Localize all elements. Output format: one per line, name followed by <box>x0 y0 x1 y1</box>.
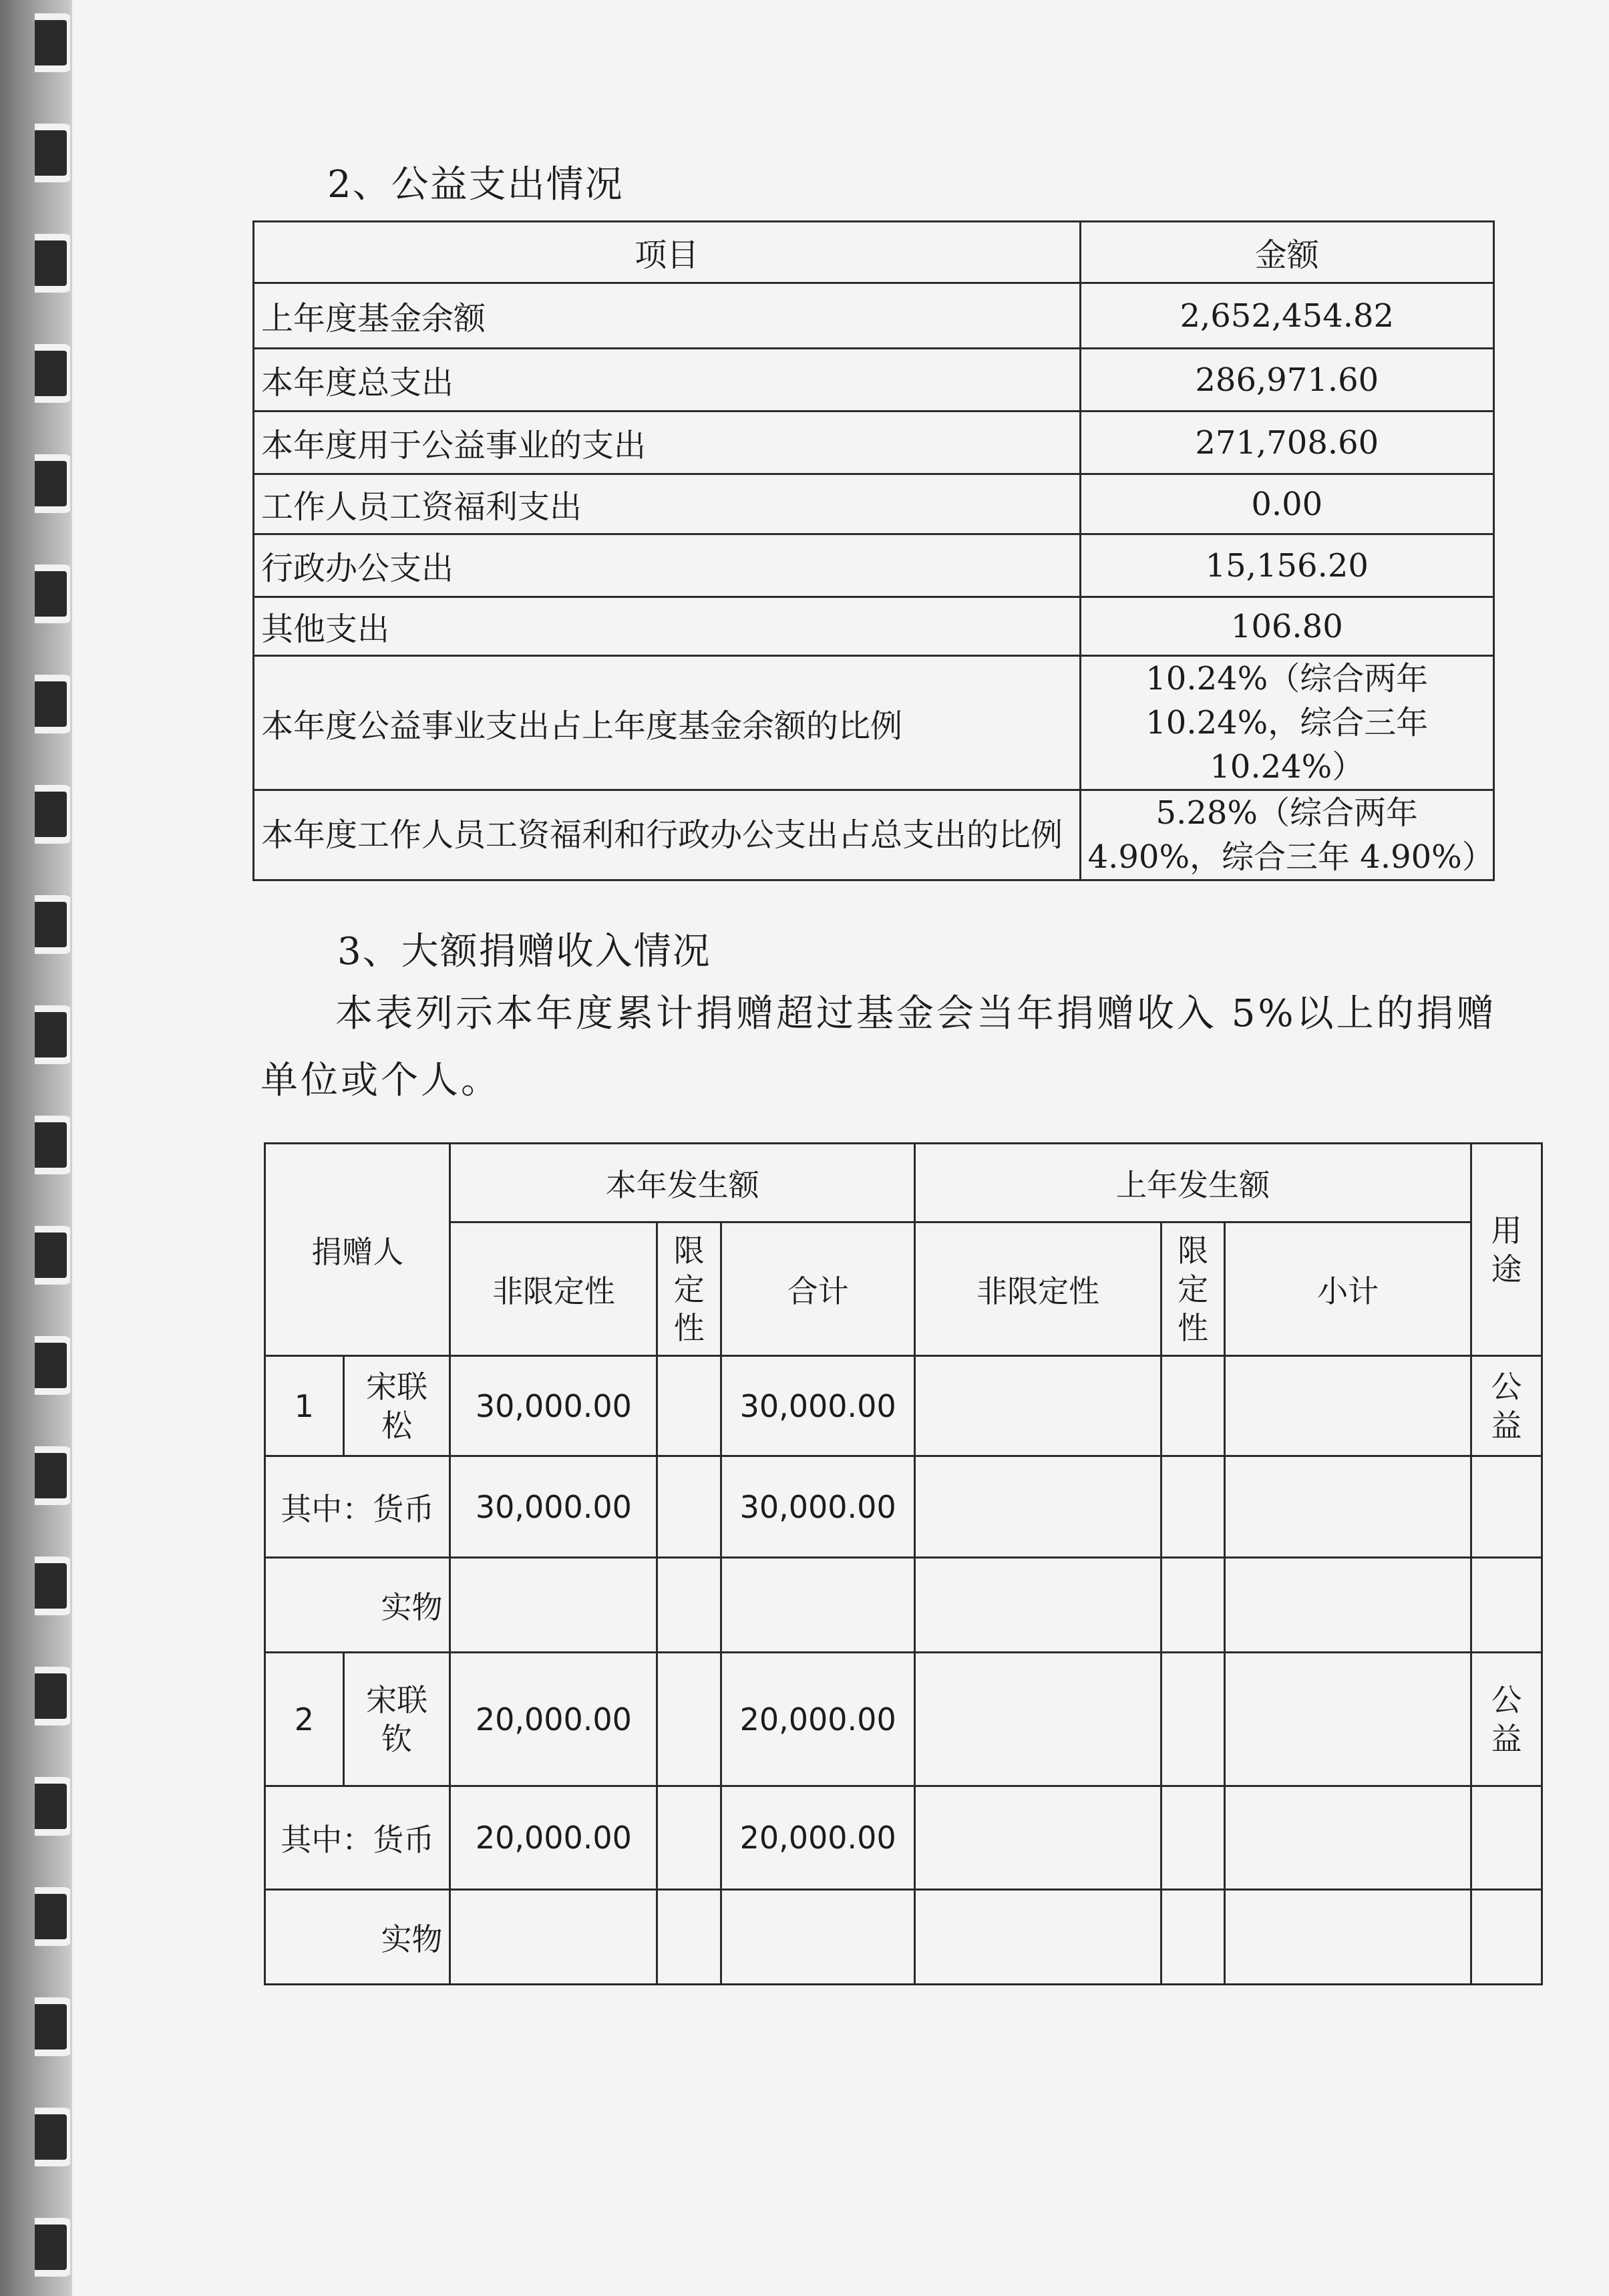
prev-subtotal <box>1225 1653 1471 1786</box>
table-header-row <box>265 1144 1542 1222</box>
purpose-empty <box>1471 1890 1542 1985</box>
column-header-unrestricted-prev: 非限定性 <box>915 1222 1161 1356</box>
prev-unrestricted <box>915 1653 1161 1786</box>
column-header-item: 项目 <box>254 222 1081 283</box>
binding-ring <box>35 1667 73 1726</box>
expense-table <box>252 220 1495 881</box>
column-header-amount: 金额 <box>1080 222 1493 283</box>
donor-index: 1 <box>265 1356 344 1456</box>
expense-amount: 271,708.60 <box>1080 412 1493 474</box>
goods-label: 实物 <box>265 1558 450 1653</box>
prev-restricted <box>1161 1786 1225 1890</box>
currency-unrestricted: 20,000.00 <box>450 1786 657 1890</box>
donor-name: 宋联钦 <box>343 1653 450 1786</box>
expense-item: 本年度用于公益事业的支出 <box>254 412 1081 474</box>
donor-name: 宋联松 <box>343 1356 450 1456</box>
column-header-subtotal: 小计 <box>1225 1222 1471 1356</box>
table-header-row <box>265 1222 1542 1356</box>
binding-ring <box>35 1005 73 1064</box>
donor-total: 30,000.00 <box>721 1356 915 1456</box>
table-row <box>265 1356 1542 1456</box>
currency-unrestricted: 30,000.00 <box>450 1456 657 1558</box>
prev-unrestricted <box>915 1786 1161 1890</box>
table-header-row <box>254 222 1494 283</box>
table-row <box>254 790 1494 880</box>
prev-unrestricted <box>915 1356 1161 1456</box>
goods-restricted <box>657 1890 721 1985</box>
binding-ring <box>35 454 73 513</box>
table-row <box>254 349 1494 412</box>
binding-ring <box>35 1116 73 1174</box>
prev-restricted <box>1161 1653 1225 1786</box>
binding-ring <box>35 234 73 293</box>
goods-restricted <box>657 1558 721 1653</box>
purpose-empty <box>1471 1456 1542 1558</box>
prev-restricted <box>1161 1558 1225 1653</box>
page-edge <box>70 0 72 2296</box>
expense-item: 本年度总支出 <box>254 349 1081 412</box>
expense-item: 其他支出 <box>254 597 1081 656</box>
table-row <box>254 283 1494 349</box>
table-row <box>254 474 1494 534</box>
table-row <box>254 534 1494 597</box>
donation-table <box>264 1142 1543 1985</box>
prev-restricted <box>1161 1356 1225 1456</box>
expense-amount: 2,652,454.82 <box>1080 283 1493 349</box>
donor-restricted <box>657 1356 721 1456</box>
donor-index: 2 <box>265 1653 344 1786</box>
prev-unrestricted <box>915 1456 1161 1558</box>
column-header-unrestricted: 非限定性 <box>450 1222 657 1356</box>
section3-heading: 3、大额捐赠收入情况 <box>337 930 711 973</box>
section2-heading: 2、公益支出情况 <box>327 163 624 206</box>
goods-unrestricted <box>450 1558 657 1653</box>
expense-item: 本年度公益事业支出占上年度基金余额的比例 <box>254 656 1081 790</box>
table-row <box>265 1786 1542 1890</box>
binding-strip <box>0 0 70 2296</box>
binding-ring <box>35 344 73 403</box>
purpose-empty <box>1471 1786 1542 1890</box>
table-row <box>254 656 1494 790</box>
binding-ring <box>35 1446 73 1505</box>
purpose-empty <box>1471 1558 1542 1653</box>
column-header-total: 合计 <box>721 1222 915 1356</box>
binding-ring <box>35 895 73 954</box>
prev-subtotal <box>1225 1456 1471 1558</box>
donor-restricted <box>657 1653 721 1786</box>
binding-ring <box>35 785 73 844</box>
column-header-restricted: 限定性 <box>657 1222 721 1356</box>
goods-total <box>721 1558 915 1653</box>
currency-label: 其中：货币 <box>265 1786 450 1890</box>
table-row <box>265 1558 1542 1653</box>
goods-total <box>721 1890 915 1985</box>
binding-ring <box>35 1226 73 1285</box>
expense-amount: 286,971.60 <box>1080 349 1493 412</box>
expense-amount: 10.24%（综合两年 10.24%，综合三年 10.24%） <box>1080 656 1493 790</box>
table-row <box>254 412 1494 474</box>
binding-ring <box>35 2108 73 2166</box>
currency-label: 其中：货币 <box>265 1456 450 1558</box>
prev-subtotal <box>1225 1786 1471 1890</box>
currency-total: 30,000.00 <box>721 1456 915 1558</box>
column-header-previous-year: 上年发生额 <box>915 1144 1471 1222</box>
expense-item: 上年度基金余额 <box>254 283 1081 349</box>
prev-subtotal <box>1225 1356 1471 1456</box>
binding-ring <box>35 1336 73 1395</box>
binding-ring <box>35 13 73 72</box>
binding-ring <box>35 1997 73 2056</box>
donor-purpose: 公益 <box>1471 1356 1542 1456</box>
expense-amount: 0.00 <box>1080 474 1493 534</box>
expense-item: 工作人员工资福利支出 <box>254 474 1081 534</box>
table-row <box>265 1653 1542 1786</box>
table-row <box>265 1456 1542 1558</box>
expense-amount: 15,156.20 <box>1080 534 1493 597</box>
currency-restricted <box>657 1786 721 1890</box>
binding-ring <box>35 1556 73 1615</box>
currency-total: 20,000.00 <box>721 1786 915 1890</box>
table-row <box>265 1890 1542 1985</box>
expense-amount: 106.80 <box>1080 597 1493 656</box>
column-header-donor: 捐赠人 <box>265 1144 450 1356</box>
section3-description: 本表列示本年度累计捐赠超过基金会当年捐赠收入 5%以上的捐赠单位或个人。 <box>260 992 1497 1102</box>
binding-ring <box>35 675 73 733</box>
expense-amount: 5.28%（综合两年 4.90%，综合三年 4.90%） <box>1080 790 1493 880</box>
table-row <box>254 597 1494 656</box>
prev-unrestricted <box>915 1890 1161 1985</box>
expense-item: 本年度工作人员工资福利和行政办公支出占总支出的比例 <box>254 790 1081 880</box>
donor-unrestricted: 30,000.00 <box>450 1356 657 1456</box>
column-header-restricted-prev: 限定性 <box>1161 1222 1225 1356</box>
goods-unrestricted <box>450 1890 657 1985</box>
prev-unrestricted <box>915 1558 1161 1653</box>
column-header-current-year: 本年发生额 <box>450 1144 915 1222</box>
prev-restricted <box>1161 1890 1225 1985</box>
currency-restricted <box>657 1456 721 1558</box>
prev-subtotal <box>1225 1558 1471 1653</box>
binding-ring <box>35 564 73 623</box>
binding-ring <box>35 124 73 182</box>
prev-restricted <box>1161 1456 1225 1558</box>
binding-ring <box>35 2218 73 2277</box>
prev-subtotal <box>1225 1890 1471 1985</box>
donor-purpose: 公益 <box>1471 1653 1542 1786</box>
goods-label: 实物 <box>265 1890 450 1985</box>
binding-ring <box>35 1887 73 1946</box>
expense-item: 行政办公支出 <box>254 534 1081 597</box>
binding-ring <box>35 1777 73 1836</box>
donor-unrestricted: 20,000.00 <box>450 1653 657 1786</box>
column-header-purpose: 用途 <box>1471 1144 1542 1356</box>
donor-total: 20,000.00 <box>721 1653 915 1786</box>
